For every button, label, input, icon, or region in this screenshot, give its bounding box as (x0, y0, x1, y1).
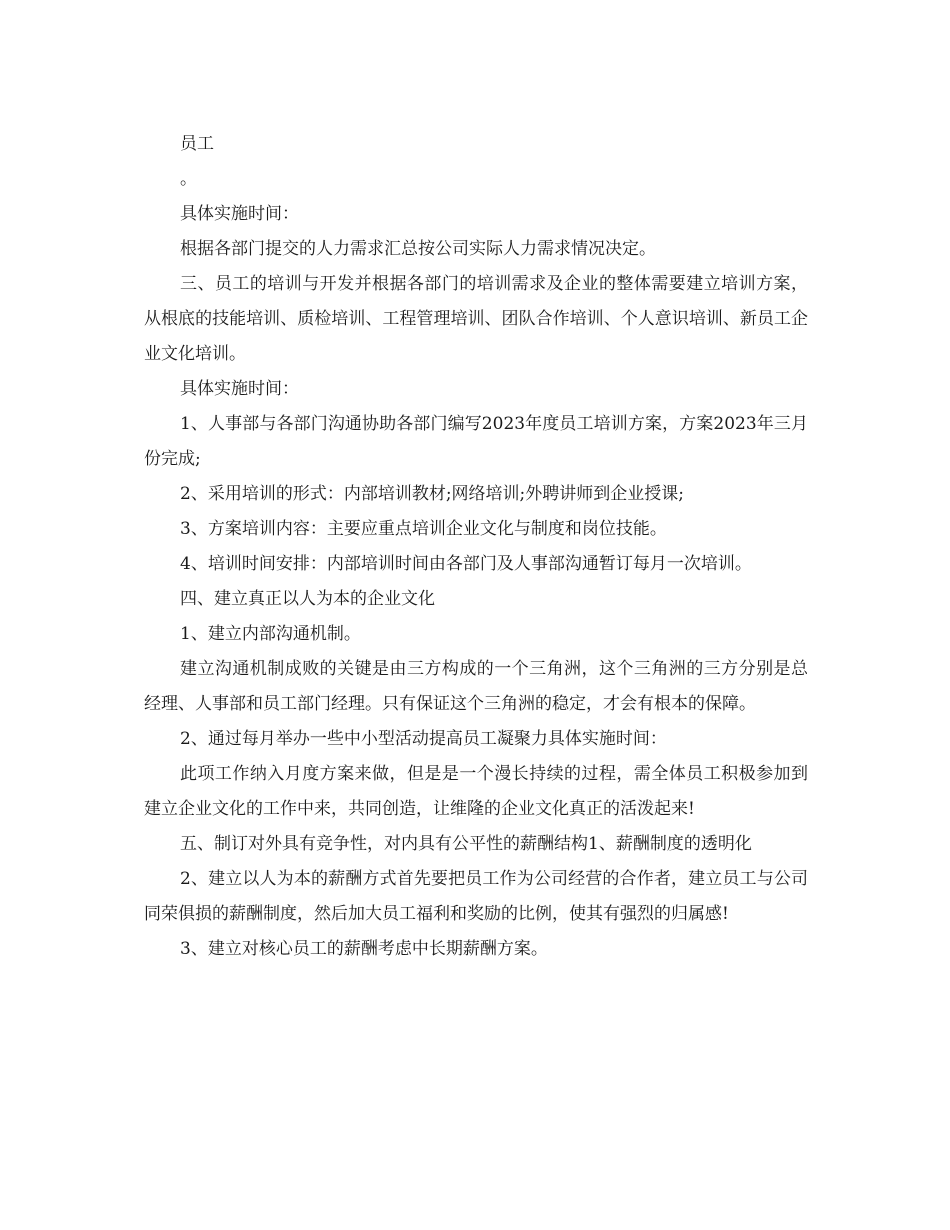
paragraph: 3、建立对核心员工的薪酬考虑中长期薪酬方案。 (180, 939, 548, 959)
paragraph: 2、采用培训的形式：内部培训教材;网络培训;外聘讲师到企业授课; (180, 484, 684, 504)
paragraph: 2、通过每月举办一些中小型活动提高员工凝聚力具体实施时间： (180, 729, 667, 749)
paragraph: 建立沟通机制成败的关键是由三方构成的一个三角洲，这个三角洲的三方分别是总经理、人事部和员工部门经理。只有保证这个三角洲的稳定，才会有根本的保障。 (144, 659, 808, 714)
document-body (144, 127, 808, 967)
section-heading: 四、建立真正以人为本的企业文化 (180, 589, 435, 609)
paragraph: 根据各部门提交的人力需求汇总按公司实际人力需求情况决定。 (180, 239, 656, 259)
paragraph: 4、培训时间安排：内部培训时间由各部门及人事部沟通暂订每月一次培训。 (180, 554, 752, 574)
paragraph: 2、建立以人为本的薪酬方式首先要把员工作为公司经营的合作者，建立员工与公司同荣俱损的薪酬制度，然后加大员工福利和奖励的比例，使其有强烈的归属感! (144, 869, 808, 924)
paragraph: 1、建立内部沟通机制。 (180, 624, 361, 644)
paragraph: 1、人事部与各部门沟通协助各部门编写2023年度员工培训方案，方案2023年三月份完成; (144, 414, 808, 469)
paragraph: 具体实施时间： (180, 204, 299, 224)
section-heading: 五、制订对外具有竞争性，对内具有公平性的薪酬结构1、薪酬制度的透明化 (180, 834, 752, 854)
paragraph: 3、方案培训内容：主要应重点培训企业文化与制度和岗位技能。 (180, 519, 667, 539)
paragraph: 此项工作纳入月度方案来做，但是是一个漫长持续的过程，需全体员工积极参加到建立企业文化的工作中来，共同创造，让维隆的企业文化真正的活泼起来! (144, 764, 808, 819)
paragraph: 三、员工的培训与开发并根据各部门的培训需求及企业的整体需要建立培训方案，从根底的技能培训、质检培训、工程管理培训、团队合作培训、个人意识培训、新员工企业文化培训。 (144, 274, 808, 364)
paragraph: 员工 (180, 134, 214, 154)
paragraph: 具体实施时间： (180, 379, 299, 399)
paragraph: 。 (180, 169, 197, 189)
